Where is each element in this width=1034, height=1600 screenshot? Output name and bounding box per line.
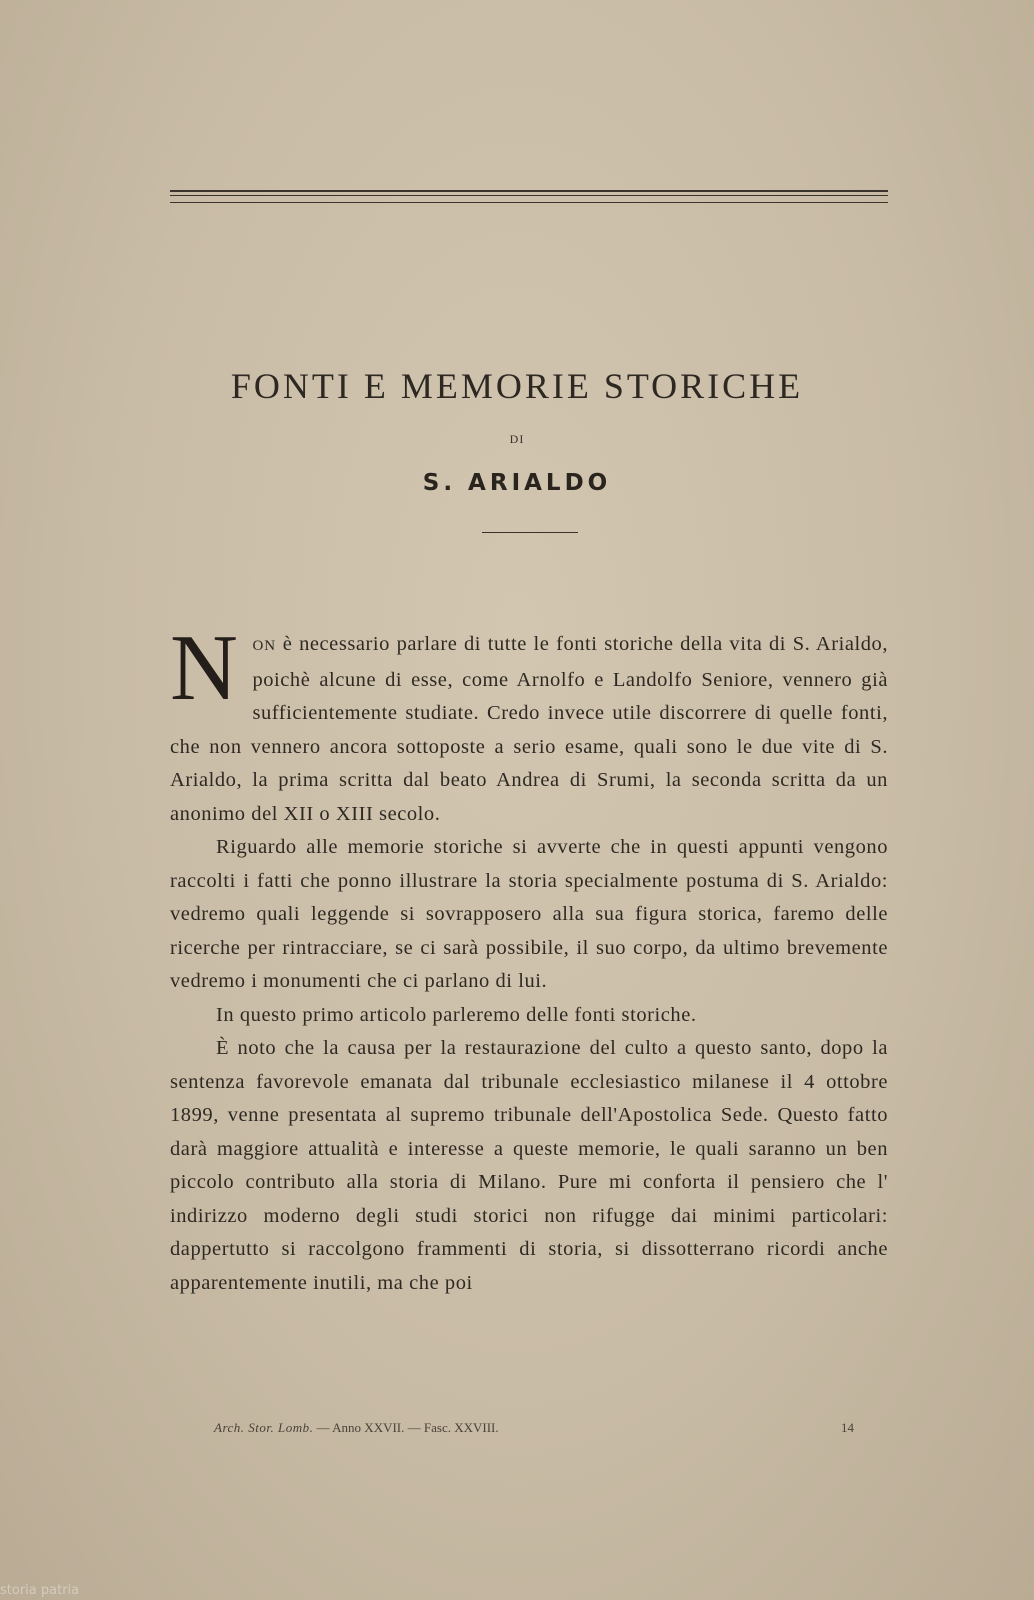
paragraph-2: Riguardo alle memorie storiche si avverte che in questi appunti vengono raccolti i fatti che ponno illustrare la storia specialmente postuma di S. Arialdo: vedremo quali leggende si sovrapposero alla sua figura storica, faremo delle ricerche per rintracciare, se ci sarà possibile, il suo corpo, da ultimo brevemente vedremo i monumenti che ci parlano di lui. <box>170 836 888 992</box>
title-connector: DI <box>509 432 525 446</box>
paragraph-4: È noto che la causa per la restaurazione del culto a questo santo, dopo la sentenza favorevole emanata dal tribunale ecclesiastico milanese il 4 ottobre 1899, venne presentata al supremo tribunale dell'Apostolica Sede. Questo fatto darà maggiore attualità e interesse a queste memorie, le quali saranno un ben piccolo contributo alla storia di Milano. Pure mi conforta il pensiero che l' indirizzo moderno degli studi storici non rifugge dai minimi particolari: dappertutto si raccolgono frammenti di storia, si dissotterrano ricordi anche apparentemente inutili, ma che poi <box>170 1037 888 1294</box>
article-body <box>170 616 888 1300</box>
paragraph-1-text: è necessario parlare di tutte le fonti storiche della vita di S. Arialdo, poichè alcune di esse, come Arnolfo e Landolfo Seniore, vennero già sufficientemente studiate. Credo invece utile discorrere di quelle fonti, che non vennero ancora sottoposte a serio esame, quali sono le due vite di S. Arialdo, la prima scritta dal beato Andrea di Srumi, la seconda scritta da un anonimo del XII o XIII secolo. <box>170 633 888 825</box>
footer-journal: Arch. Stor. Lomb. <box>214 1420 314 1435</box>
article-subject: S. ARIALDO <box>422 470 612 496</box>
article-title: FONTI E MEMORIE STORICHE <box>230 366 804 406</box>
page-footer <box>214 1420 854 1436</box>
footer-signature: 14 <box>841 1420 854 1435</box>
footer-issue: — Anno XXVII. — Fasc. XXVIII. <box>313 1420 499 1435</box>
paragraph-3: In questo primo articolo parleremo delle fonti storiche. <box>216 1003 697 1026</box>
header-double-rule <box>170 190 888 203</box>
opening-smallcaps: ON <box>252 638 277 654</box>
paragraph-1 <box>170 616 888 831</box>
title-divider <box>482 532 578 533</box>
drop-cap: N <box>170 616 239 720</box>
watermark: storia patria <box>0 1583 80 1598</box>
